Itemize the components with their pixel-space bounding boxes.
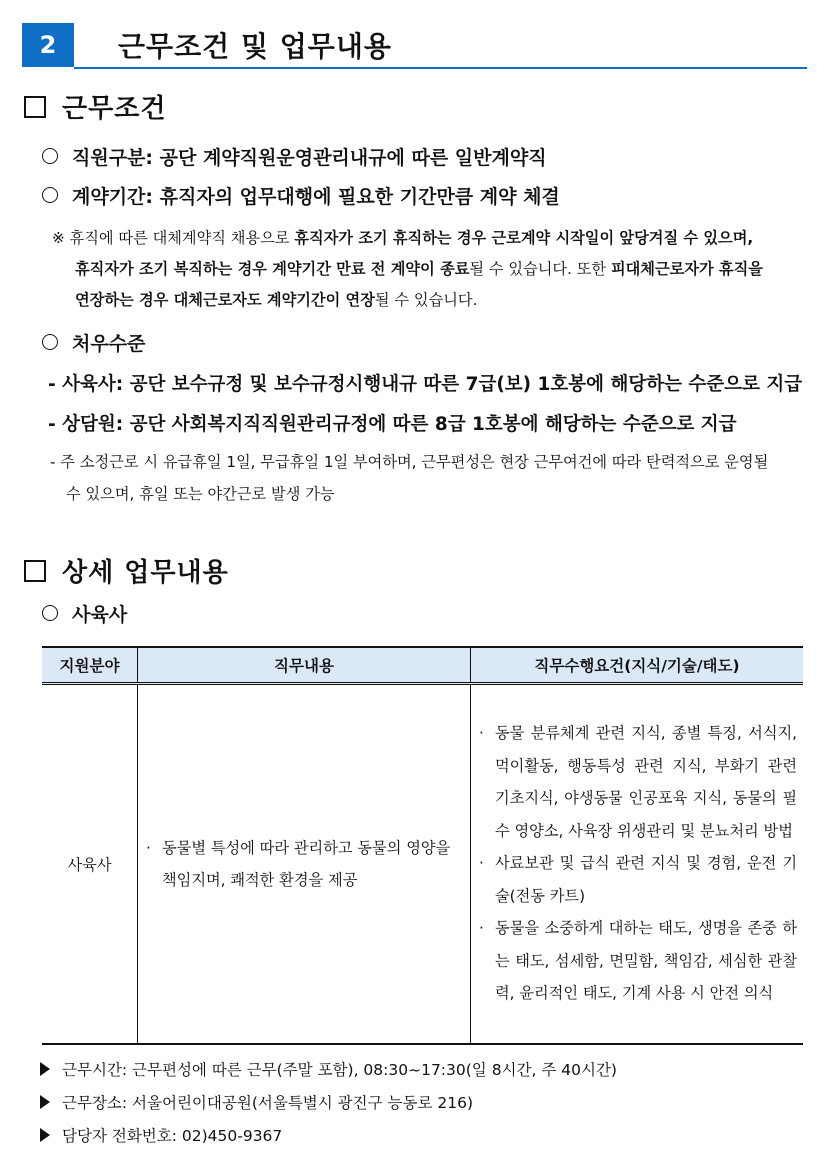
list-item <box>479 912 797 1010</box>
requirement-text: 동물 분류체계 관련 지식, 종별 특징, 서식지, 먹이활동, 행동특성 관련 지식, 부화기 관련 기초지식, 야생동물 인공포육 지식, 동물의 필수 영양소, 사육장 위생관리 및 분뇨처리 방법 <box>495 724 797 840</box>
requirement-text: 사료보관 및 급식 관련 지식 및 경험, 운전 기술(전동 카트) <box>495 854 797 905</box>
section-header <box>22 23 807 69</box>
pay-counselor: - 상담원: 공단 사회복지직직원관리규정에 따른 8급 1호봉에 해당하는 수준으로 지급 <box>48 414 737 435</box>
footer-text: 담당자 전화번호: 02)450-9367 <box>62 1127 283 1145</box>
requirements-list <box>471 712 803 1016</box>
footer-text: 근무장소: 서울어린이대공원(서울특별시 광진구 능동로 216) <box>62 1094 473 1112</box>
heading-working-conditions <box>24 88 166 125</box>
cell-duty <box>138 684 471 1045</box>
bullet-dot: · <box>479 919 484 938</box>
bullet-dot: · <box>146 839 151 857</box>
list-item <box>479 847 797 912</box>
triangle-bullet-icon <box>40 1128 50 1142</box>
heading-text: 근무조건 <box>62 94 167 124</box>
circle-bullet-icon <box>42 187 58 203</box>
table-header-row <box>42 647 803 684</box>
circle-bullet-icon <box>42 148 58 164</box>
note-text: 될 수 있습니다. <box>374 291 478 309</box>
header-underline <box>74 67 807 69</box>
heading-text: 상세 업무내용 <box>62 558 229 588</box>
item-text: 사육사 <box>72 604 128 626</box>
note-bold: 휴직자가 조기 복직하는 경우 계약기간 만료 전 계약이 종료 <box>75 260 470 278</box>
section-number-badge: 2 <box>22 23 74 67</box>
footer-phone <box>40 1124 282 1146</box>
bullet-dot: · <box>479 724 484 743</box>
item-zookeeper <box>42 600 127 627</box>
header-requirements: 직무수행요건(지식/기술/태도) <box>471 647 804 684</box>
item-text: 계약기간: 휴직자의 업무대행에 필요한 기간만큼 계약 체결 <box>72 186 560 208</box>
item-compensation <box>42 329 145 356</box>
square-bullet-icon <box>24 560 46 582</box>
heading-job-details <box>24 552 229 589</box>
item-text: 처우수준 <box>72 333 146 355</box>
section-header-title: 근무조건 및 업무내용 <box>118 30 392 63</box>
requirement-text: 동물을 소중하게 대하는 태도, 생명을 존중 하는 태도, 섬세함, 면밀함, 책임감, 세심한 관찰력, 윤리적인 태도, 기계 사용 시 안전 의식 <box>495 919 797 1003</box>
table-row <box>42 684 803 1045</box>
item-contract-period <box>42 182 560 209</box>
cell-field: 사육사 <box>42 684 138 1045</box>
note-bold: 휴직자가 조기 휴직하는 경우 근로계약 시작일이 앞당겨질 수 있으며, <box>294 229 754 247</box>
cell-requirements <box>471 684 804 1045</box>
contract-note <box>52 223 812 316</box>
bullet-dot: · <box>479 854 484 873</box>
footer-text: 근무시간: 근무편성에 따른 근무(주말 포함), 08:30~17:30(일 8시간, 주 40시간) <box>62 1061 617 1079</box>
square-bullet-icon <box>24 96 46 118</box>
header-duty: 직무내용 <box>138 647 471 684</box>
list-item <box>479 717 797 847</box>
header-field: 지원분야 <box>42 647 138 684</box>
holiday-note-line1: - 주 소정근로 시 유급휴일 1일, 무급휴일 1일 부여하며, 근무편성은 현장 근무여건에 따라 탄력적으로 운영될 <box>50 453 769 471</box>
triangle-bullet-icon <box>40 1095 50 1109</box>
triangle-bullet-icon <box>40 1062 50 1076</box>
note-bold: 피대체근로자가 휴직을 <box>610 260 763 278</box>
note-text: 휴직에 따른 대체계약직 채용으로 <box>64 229 295 247</box>
item-employee-type <box>42 143 547 170</box>
item-text: 직원구분: 공단 계약직원운영관리내규에 따른 일반계약직 <box>72 147 547 169</box>
note-text: 될 수 있습니다. 또한 <box>469 260 611 278</box>
reference-mark: ※ <box>52 229 65 247</box>
circle-bullet-icon <box>42 605 58 621</box>
holiday-note <box>50 446 815 510</box>
footer-place <box>40 1091 473 1113</box>
holiday-note-line2: 수 있으며, 휴일 또는 야간근로 발생 가능 <box>66 485 335 503</box>
footer-hours <box>40 1058 617 1080</box>
note-bold: 연장하는 경우 대체근로자도 계약기간이 연장 <box>75 291 375 309</box>
duty-text: 동물별 특성에 따라 관리하고 동물의 영양을 책임지며, 쾌적한 환경을 제공 <box>162 839 451 889</box>
pay-zookeeper: - 사육사: 공단 보수규정 및 보수규정시행내규 따른 7급(보) 1호봉에 해당하는 수준으로 지급 <box>48 374 803 395</box>
job-table <box>42 646 803 1045</box>
circle-bullet-icon <box>42 334 58 350</box>
duty-item <box>138 832 470 896</box>
